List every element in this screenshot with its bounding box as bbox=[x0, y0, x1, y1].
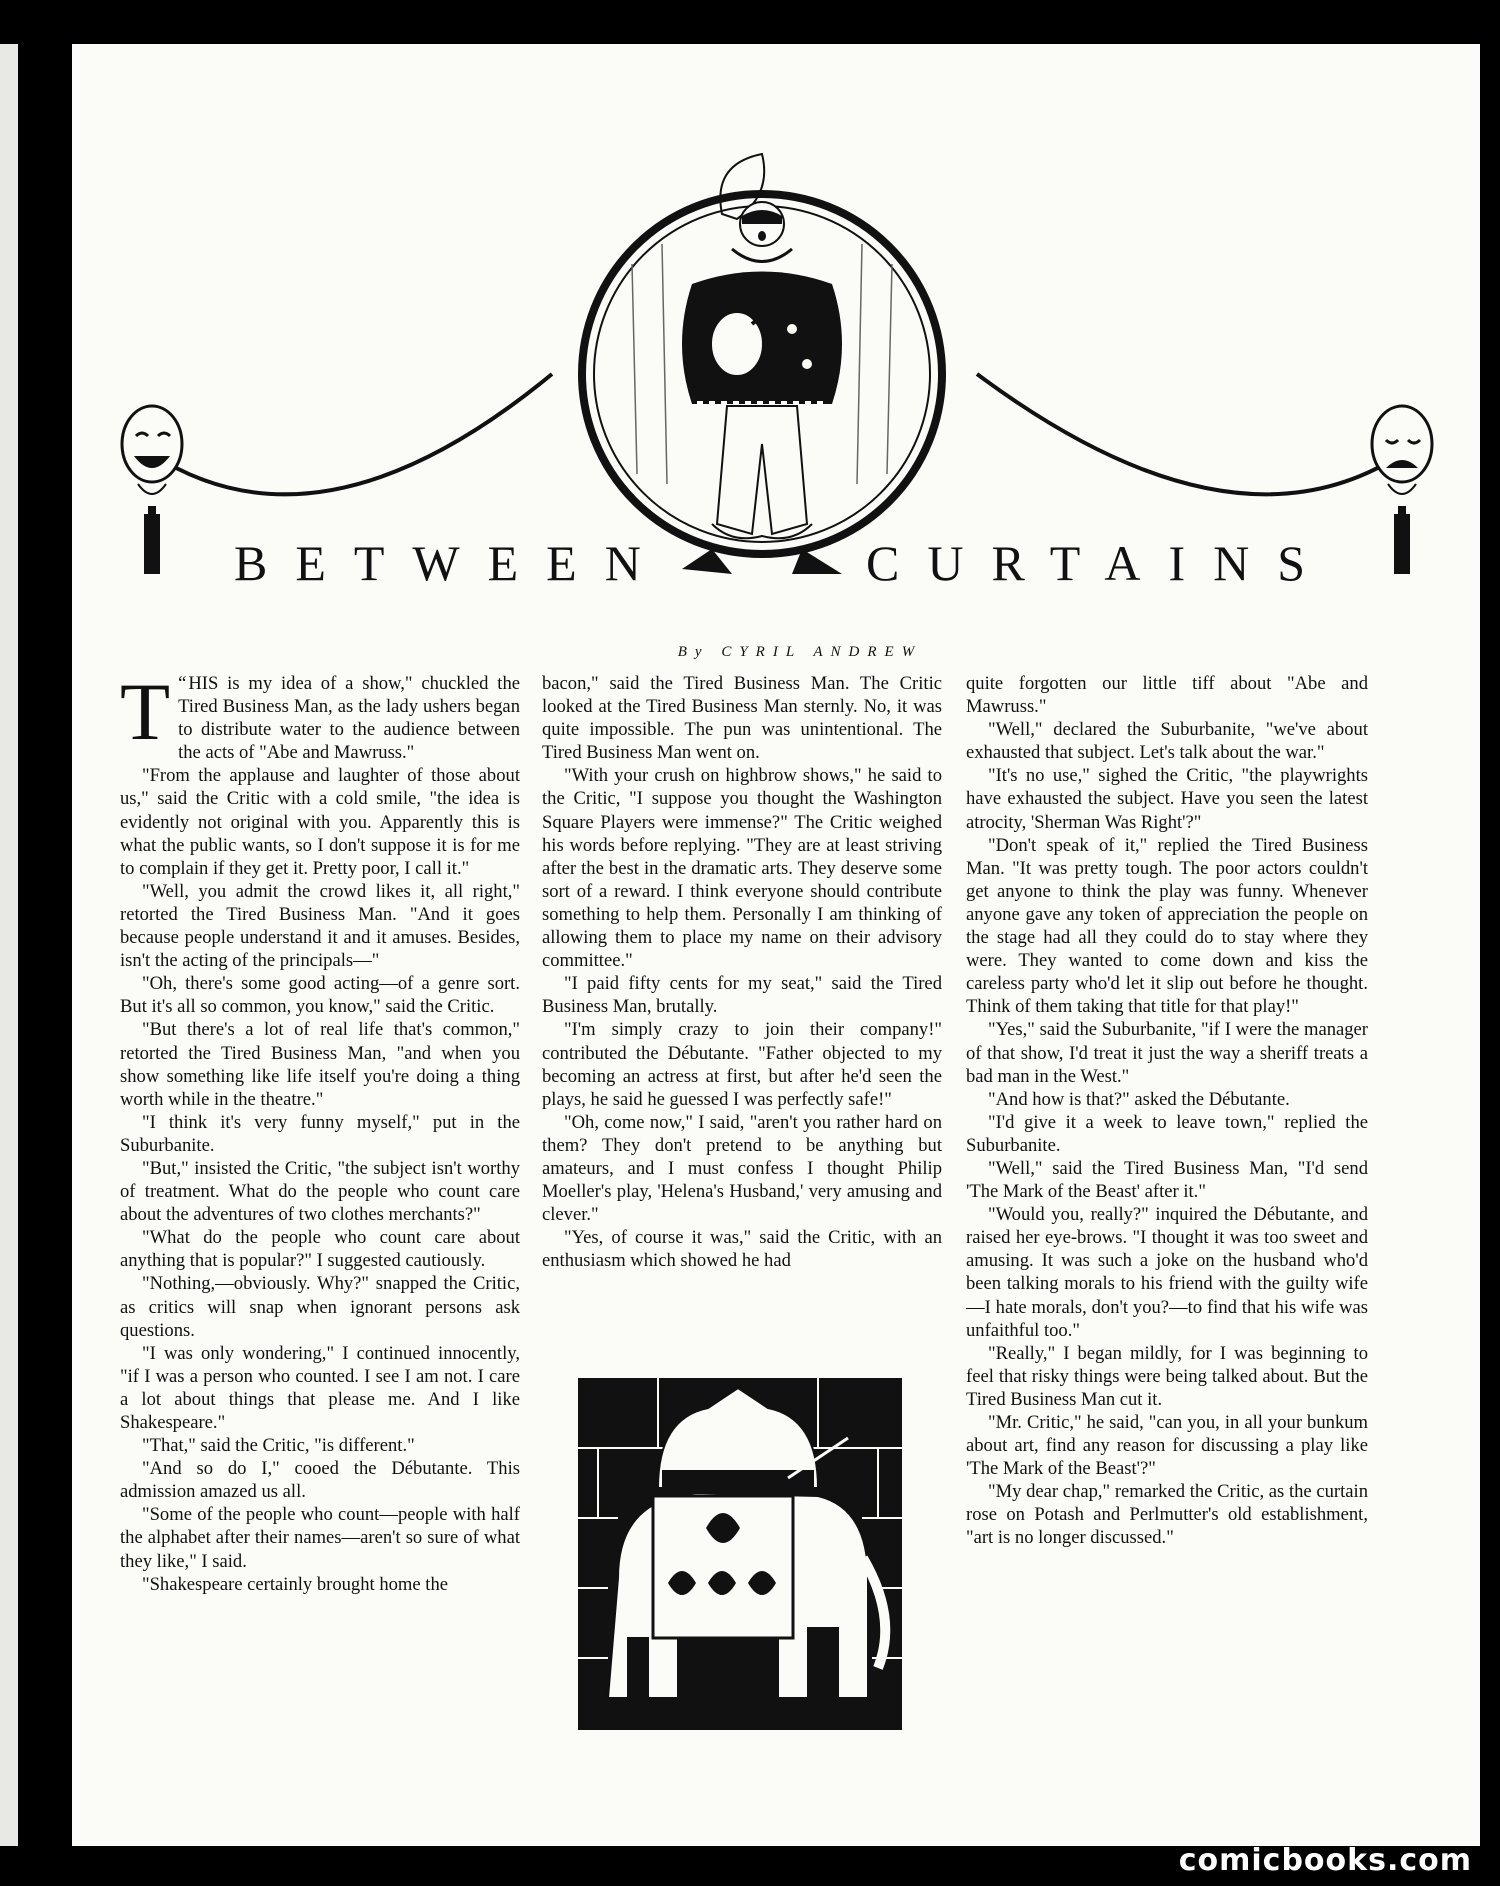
article-paragraph: "Shakespeare certainly brought home the bbox=[142, 1573, 449, 1595]
article-paragraph: "Well, you admit the crowd likes it, all right," retorted the Tired Business Man. "And it goes because people understand it and it amuses. Besides, isn't the acting of the principals—" bbox=[120, 880, 520, 972]
article-column-3 bbox=[966, 672, 1368, 1550]
article-paragraph: "I'd give it a week to leave town," replied the Suburbanite. bbox=[966, 1111, 1368, 1156]
byline: By CYRIL ANDREW bbox=[677, 644, 923, 660]
article-paragraph: "With your crush on highbrow shows," he said to the Critic, "I suppose you thought the Washington Square Players were immense?" The Critic weighed his words before replying. "They are at least striving after the best in the dramatic arts. They deserve some sort of a reward. I think everyone should contribute something to help them. Personally I am thinking of allowing them to place my name on their advisory committee." bbox=[542, 765, 942, 972]
article-paragraph: "Well," said the Tired Business Man, "I'd send 'The Mark of the Beast' after it." bbox=[966, 1157, 1368, 1203]
title-word-curtains: CURTAINS bbox=[866, 535, 1334, 591]
left-rope-swag bbox=[152, 374, 552, 494]
article-paragraph: "I'm simply crazy to join their company!" contributed the Débutante. "Father objected to my becoming an actress at first, but after he'd seen the plays, he said he guessed I was perfectly safe!" bbox=[542, 1019, 942, 1110]
article-paragraph: "Well," declared the Suburbanite, "we've about exhausted that subject. Let's talk about the war." bbox=[966, 719, 1368, 764]
header-illustration bbox=[72, 44, 1480, 604]
drop-cap: T bbox=[120, 666, 171, 757]
article-paragraph: "That," said the Critic, "is different." bbox=[142, 1435, 415, 1457]
article-paragraph: "Nothing,—obviously. Why?" snapped the Critic, as critics will snap when ignorant persons ask questions. bbox=[120, 1273, 520, 1341]
article-paragraph: "Some of the people who count—people with half the alphabet after their names—aren't so sure of what they like," I said. bbox=[120, 1504, 520, 1572]
article-column-2 bbox=[542, 672, 942, 1272]
article-paragraph: "Oh, come now," I said, "aren't you rather hard on them? They don't pretend to be anything but amateurs, and I must confess I thought Philip Moeller's play, 'Helena's Husband,' very amusing and clever." bbox=[542, 1111, 942, 1226]
article-paragraph: quite forgotten our little tiff about "Abe and Mawruss." bbox=[966, 673, 1368, 718]
article-paragraph: "I think it's very funny myself," put in the Suburbanite. bbox=[120, 1111, 520, 1156]
tragedy-mask-icon bbox=[1372, 406, 1432, 574]
article-paragraph: "But there's a lot of real life that's common," retorted the Tired Business Man, "and when you show something like life itself you're doing a thing worth while in the theatre." bbox=[120, 1019, 520, 1110]
right-rope-swag bbox=[977, 374, 1402, 494]
article-paragraph: "I was only wondering," I continued innocently, "if I was a person who counted. I see I am not. I care a lot about things that please me. And I like Shakespeare." bbox=[120, 1342, 520, 1433]
article-paragraph: "Yes," said the Suburbanite, "if I were the manager of that show, I'd treat it just the way a sheriff treats a bad man in the West." bbox=[966, 1019, 1368, 1087]
article-paragraph: "Mr. Critic," he said, "can you, in all your bunkum about art, find any reason for discussing a play like 'The Mark of the Beast'?" bbox=[966, 1412, 1368, 1480]
article-paragraph: "And so do I," cooed the Débutante. This admission amazed us all. bbox=[120, 1458, 520, 1503]
comedy-mask-icon bbox=[122, 406, 182, 574]
elephant-illustration bbox=[578, 1378, 902, 1730]
article-paragraph: "It's no use," sighed the Critic, "the playwrights have exhausted the subject. Have you seen the latest atrocity, 'Sherman Was Right'?" bbox=[966, 765, 1368, 833]
pierrot-illustration bbox=[582, 154, 942, 574]
article-paragraph: "But," insisted the Critic, "the subject isn't worthy of treatment. What do the people who count care about the adventures of two clothes merchants?" bbox=[120, 1157, 520, 1226]
article-paragraph: "I paid fifty cents for my seat," said the Tired Business Man, brutally. bbox=[542, 973, 942, 1018]
article-paragraph: "And how is that?" asked the Débutante. bbox=[988, 1088, 1290, 1110]
article-paragraph: "Oh, there's some good acting—of a genre sort. But it's all so common, you know," said the Critic. bbox=[120, 973, 520, 1018]
magazine-page bbox=[72, 44, 1480, 1846]
title-word-between: BETWEEN bbox=[234, 535, 669, 591]
article-paragraph: "My dear chap," remarked the Critic, as the curtain rose on Potash and Perlmutter's old establishment, "art is no longer discussed." bbox=[966, 1481, 1368, 1549]
site-watermark: comicbooks.com bbox=[1178, 1843, 1472, 1878]
article-paragraph: "From the applause and laughter of those about us," said the Critic with a cold smile, "the idea is evidently not original with you. Apparently this is what the public wants, so I don't suppose it is for me to complain if they get it. Pretty poor, I call it." bbox=[120, 765, 520, 879]
article-paragraph: bacon," said the Tired Business Man. The Critic looked at the Tired Business Man sternly. No, it was quite impossible. The pun was unintentional. The Tired Business Man went on. bbox=[542, 673, 942, 764]
left-page-edge bbox=[0, 44, 18, 1846]
article-paragraph: “ T HIS is my idea of a show," chuckled the Tired Business Man, as the lady ushers began to distribute water to the audience between the acts of "Abe and Mawruss." bbox=[120, 666, 520, 764]
article-paragraph: "Don't speak of it," replied the Tired Business Man. "It was pretty tough. The poor actors couldn't get anyone to think the play was funny. Whenever anyone gave any token of appreciation the people on the stage had all they could do to stay where they were. They wanted to come down and kiss the careless party who'd let it slip out before he thought. Think of them taking that title for that play!" bbox=[966, 834, 1368, 1018]
article-paragraph: "Would you, really?" inquired the Débutante, and raised her eye-brows. "I thought it was too sweet and amusing. It was such a joke on the husband who'd been talking morals to his friend with the guilty wife—I hate morals, don't you?—to find that his wife was unfaithful too." bbox=[966, 1204, 1368, 1341]
article-paragraph: "Really," I began mildly, for I was beginning to feel that risky things were being talked about. But the Tired Business Man cut it. bbox=[966, 1342, 1368, 1410]
article-paragraph: "Yes, of course it was," said the Critic, with an enthusiasm which showed he had bbox=[542, 1227, 942, 1272]
article-column-1 bbox=[120, 666, 520, 1596]
article-paragraph: "What do the people who count care about anything that is popular?" I suggested cautiously. bbox=[120, 1227, 520, 1272]
